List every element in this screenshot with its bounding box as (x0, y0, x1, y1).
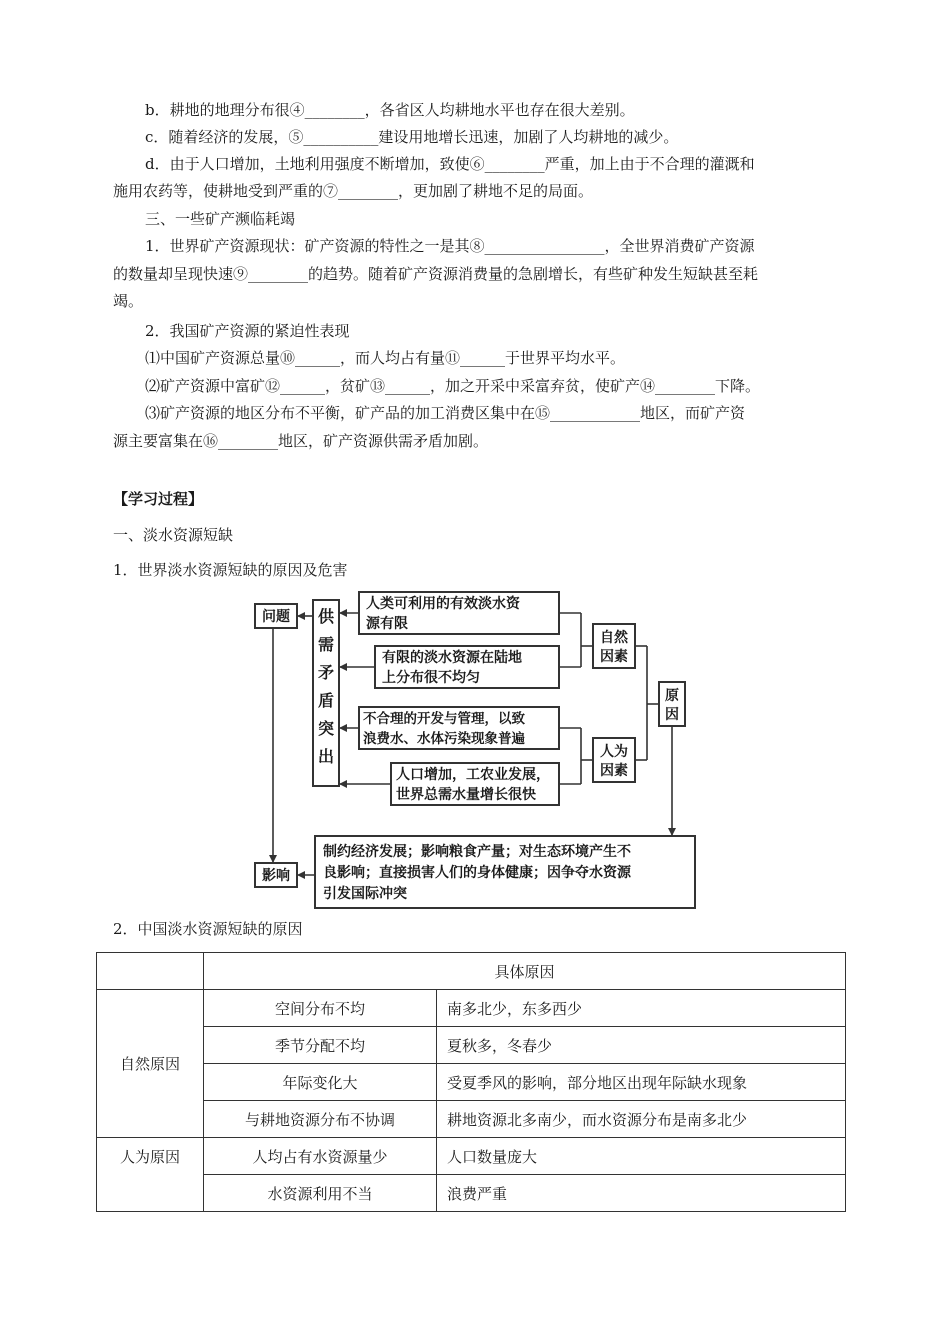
section3-sub1: ⑴中国矿产资源总量⑩______，而人均占有量⑪______于世界平均水平。 (145, 349, 626, 367)
learning-heading: 【学习过程】 (113, 490, 204, 508)
problem-label: 问题 (262, 609, 290, 625)
cause-4-line-2: 世界总需水量增长很快 (396, 787, 536, 803)
section3-item1-line1: 1．世界矿产资源现状：矿产资源的特性之一是其⑧________________，全世界消费矿产资源 (145, 237, 755, 255)
table-row (97, 1101, 846, 1138)
cause-4-line-1: 人口增加，工农业发展， (396, 767, 550, 783)
factor-cell: 季节分配不均 (204, 1027, 437, 1064)
section3-item1-line2: 的数量却呈现快速⑨________的趋势。随着矿产资源消费量的急剧增长，有些矿种发生短缺甚至耗 (113, 265, 759, 283)
text-line-c: c．随着经济的发展，⑤__________建设用地增长迅速，加剧了人均耕地的减少。 (145, 128, 679, 146)
text-line-d-1: d．由于人口增加，土地利用强度不断增加，致使⑥________严重，加上由于不合理的灌溉和 (145, 155, 755, 173)
table-header: 具体原因 (204, 953, 846, 990)
text-line-d-2: 施用农药等，使耕地受到严重的⑦________，更加剧了耕地不足的局面。 (113, 182, 594, 200)
section3-sub3-line2: 源主要富集在⑯________地区，矿产资源供需矛盾加剧。 (113, 432, 489, 450)
cause-2-line-2: 上分布很不均匀 (382, 670, 480, 686)
effects-line-2: 良影响；直接损害人们的身体健康；因争夺水资源 (323, 865, 631, 881)
table-corner (97, 953, 204, 990)
table-row (97, 1175, 846, 1212)
section3-sub3-line1: ⑶矿产资源的地区分布不平衡，矿产品的加工消费区集中在⑮____________地区，而矿产资 (145, 404, 746, 422)
natural-cause-label: 自然原因 (97, 990, 204, 1138)
learning-part1: 一、淡水资源短缺 (113, 526, 234, 544)
cause-2-line-1: 有限的淡水资源在陆地 (382, 650, 522, 666)
water-shortage-diagram (251, 590, 697, 912)
human-line-1: 人为 (600, 744, 628, 760)
detail-cell: 耕地资源北多南少，而水资源分布是南多北少 (437, 1101, 846, 1138)
factor-cell: 年际变化大 (204, 1064, 437, 1101)
table-row (97, 1064, 846, 1101)
effects-line-3: 引发国际冲突 (323, 886, 407, 902)
factor-cell: 空间分布不均 (204, 990, 437, 1027)
cause-char-1: 原 (665, 688, 679, 704)
human-line-2: 因素 (600, 763, 628, 779)
learning-item1: 1．世界淡水资源短缺的原因及危害 (113, 561, 348, 579)
center-char-3: 矛 (317, 663, 335, 682)
impact-label: 影响 (262, 868, 290, 884)
table-header-row (97, 953, 846, 990)
china-water-shortage-table (96, 952, 846, 1212)
section3-heading: 三、一些矿产濒临耗竭 (145, 210, 296, 228)
detail-cell: 浪费严重 (437, 1175, 846, 1212)
center-char-5: 突 (317, 719, 335, 738)
human-cause-label: 人为原因 (97, 1138, 204, 1212)
section3-sub2: ⑵矿产资源中富矿⑫______，贫矿⑬______，加之开采中采富弃贫，使矿产⑭________下降。 (145, 377, 761, 395)
text-line-b: b．耕地的地理分布很④________，各省区人均耕地水平也存在很大差别。 (145, 101, 635, 119)
learning-item2: 2．中国淡水资源短缺的原因 (113, 920, 303, 938)
natural-line-1: 自然 (600, 630, 628, 646)
factor-cell: 与耕地资源分布不协调 (204, 1101, 437, 1138)
section3-item1-line3: 竭。 (113, 292, 144, 310)
center-char-6: 出 (317, 747, 335, 766)
detail-cell: 南多北少，东多西少 (437, 990, 846, 1027)
cause-3-line-1: 不合理的开发与管理，以致 (363, 711, 525, 727)
table-row (97, 990, 846, 1027)
cause-3-line-2: 浪费水、水体污染现象普遍 (363, 731, 525, 747)
detail-cell: 人口数量庞大 (437, 1138, 846, 1175)
factor-cell: 水资源利用不当 (204, 1175, 437, 1212)
table-row (97, 1027, 846, 1064)
detail-cell: 夏秋多，冬春少 (437, 1027, 846, 1064)
cause-1-line-1: 人类可利用的有效淡水资 (366, 596, 520, 612)
cause-1-line-2: 源有限 (366, 616, 408, 632)
center-char-2: 需 (317, 635, 335, 654)
detail-cell: 受夏季风的影响，部分地区出现年际缺水现象 (437, 1064, 846, 1101)
table-row (97, 1138, 846, 1175)
effects-line-1: 制约经济发展；影响粮食产量；对生态环境产生不 (323, 844, 631, 860)
center-char-4: 盾 (317, 691, 335, 710)
cause-char-2: 因 (665, 707, 679, 723)
factor-cell: 人均占有水资源量少 (204, 1138, 437, 1175)
natural-line-2: 因素 (600, 649, 628, 665)
center-char-1: 供 (317, 607, 335, 626)
section3-item2-heading: 2．我国矿产资源的紧迫性表现 (145, 322, 350, 340)
